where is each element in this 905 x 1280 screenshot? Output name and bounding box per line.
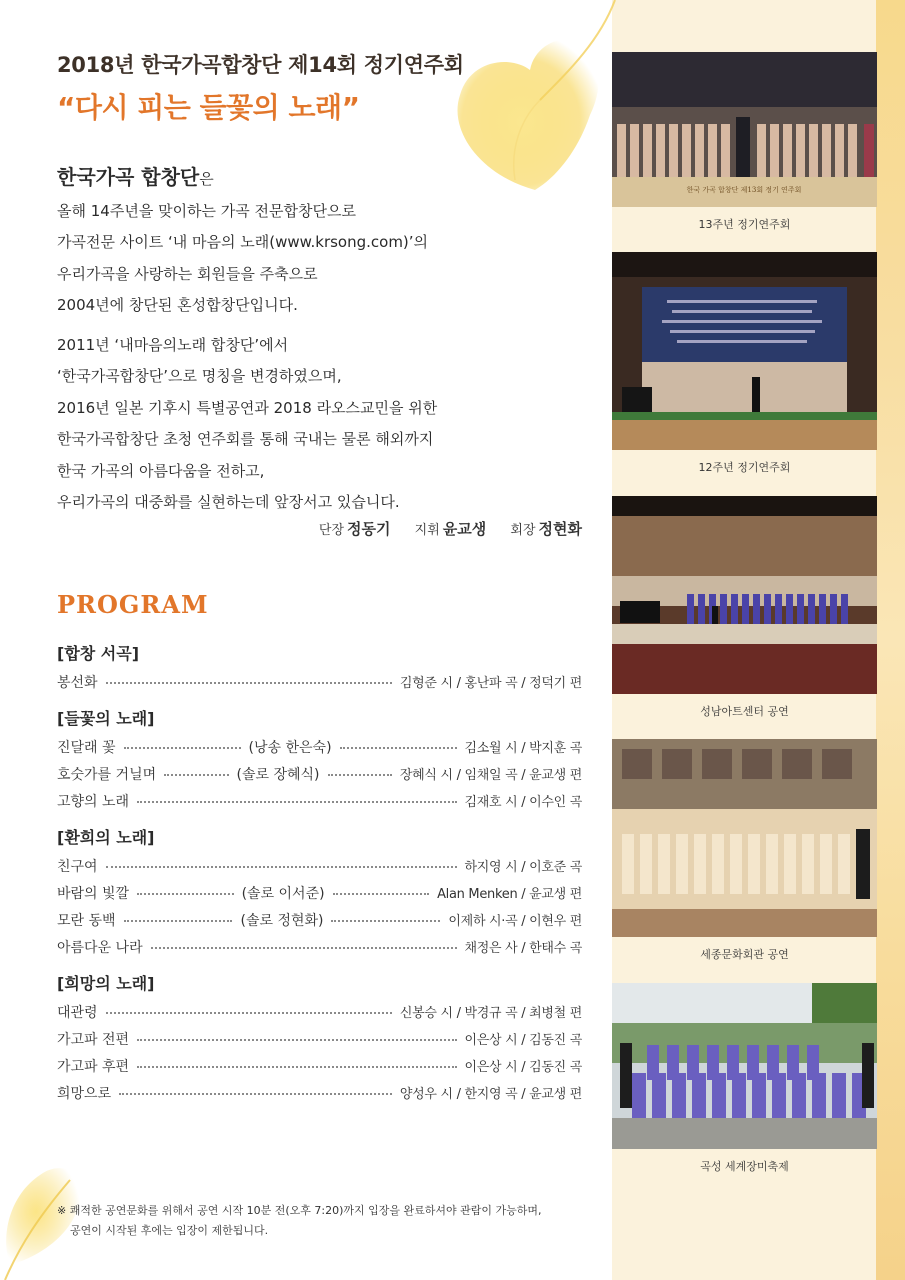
photo-caption: 곡성 세계장미축제 bbox=[700, 1160, 789, 1173]
notice-line: ※ 쾌적한 공연문화를 위해서 공연 시작 10분 전(오후 7:20)까지 입장을 완료하셔야 관람이 가능하며, bbox=[57, 1204, 542, 1217]
intro-line: 우리가곡을 사랑하는 회원들을 주축으로 bbox=[57, 264, 318, 283]
intro-line: 한국 가곡의 아름다움을 전하고, bbox=[57, 461, 265, 480]
photo-card bbox=[612, 252, 877, 475]
choir-introduction bbox=[57, 162, 597, 519]
program-list bbox=[57, 640, 582, 1106]
staff-name: 정현화 bbox=[538, 520, 582, 538]
piece-credit: 이제하 시·곡 / 이현우 편 bbox=[448, 914, 582, 929]
program-item bbox=[57, 1052, 582, 1079]
piece-soloist: (낭송 한은숙) bbox=[248, 739, 332, 756]
photo-caption: 성남아트센터 공연 bbox=[700, 705, 789, 718]
program-item bbox=[57, 760, 582, 787]
photo-card bbox=[612, 496, 877, 719]
program-item bbox=[57, 852, 582, 879]
staff-role: 지휘 bbox=[414, 523, 440, 538]
concert-photo-13th bbox=[612, 52, 877, 207]
piece-title: 바람의 빛깔 bbox=[57, 885, 130, 902]
staff-role: 회장 bbox=[510, 523, 536, 538]
photo-card bbox=[612, 739, 877, 962]
leader-dots bbox=[328, 774, 392, 776]
photo-card bbox=[612, 52, 877, 232]
program-section-title: [들꽃의 노래] bbox=[57, 709, 155, 728]
staff-name: 정동기 bbox=[347, 520, 391, 538]
leader-dots bbox=[340, 747, 457, 749]
concert-photo-seongnam bbox=[612, 496, 877, 694]
piece-title: 진달래 꽃 bbox=[57, 739, 116, 756]
choir-name-suffix: 은 bbox=[199, 170, 214, 188]
program-section-title: [환희의 노래] bbox=[57, 828, 155, 847]
piece-credit: 이은상 시 / 김동진 곡 bbox=[464, 1033, 582, 1048]
piece-title: 가고파 후편 bbox=[57, 1058, 130, 1075]
intro-line: 2011년 ‘내마음의노래 합창단’에서 bbox=[57, 335, 289, 354]
leader-dots bbox=[106, 866, 457, 868]
leader-dots bbox=[164, 774, 228, 776]
intro-line: 올해 14주년을 맞이하는 가곡 전문합창단으로 bbox=[57, 201, 356, 220]
piece-soloist: (솔로 정현화) bbox=[240, 912, 324, 929]
piece-credit: 김소월 시 / 박지훈 곡 bbox=[464, 741, 582, 756]
program-item bbox=[57, 1079, 582, 1106]
piece-credit: 김형준 시 / 홍난파 곡 / 정덕기 편 bbox=[399, 676, 582, 691]
piece-soloist: (솔로 이서준) bbox=[241, 885, 325, 902]
piece-title: 가고파 전편 bbox=[57, 1031, 130, 1048]
leader-dots bbox=[119, 1093, 392, 1095]
leader-dots bbox=[124, 920, 233, 922]
leader-dots bbox=[137, 1066, 456, 1068]
leader-dots bbox=[151, 947, 457, 949]
leader-dots bbox=[137, 893, 234, 895]
photo-caption: 12주년 정기연주회 bbox=[698, 461, 791, 474]
intro-line: 한국가곡합창단 초청 연주회를 통해 국내는 물론 해외까지 bbox=[57, 430, 434, 448]
concert-name: “다시 피는 들꽃의 노래” bbox=[57, 91, 360, 124]
photo-caption: 세종문화회관 공연 bbox=[700, 948, 789, 961]
program-item bbox=[57, 933, 582, 960]
intro-heading-line bbox=[57, 162, 597, 196]
program-item bbox=[57, 668, 582, 695]
notice-line: 공연이 시작된 후에는 입장이 제한됩니다. bbox=[70, 1224, 269, 1237]
intro-line: 2016년 일본 기후시 특별공연과 2018 라오스교민을 위한 bbox=[57, 398, 438, 417]
staff-credits bbox=[57, 518, 582, 539]
concert-photo-sejong bbox=[612, 739, 877, 937]
piece-soloist: (솔로 장혜식) bbox=[236, 766, 320, 783]
photo-card bbox=[612, 983, 877, 1174]
piece-credit: 채정은 사 / 한태수 곡 bbox=[464, 941, 582, 956]
piece-credit: 김재호 시 / 이수인 곡 bbox=[464, 795, 582, 810]
staff-role: 단장 bbox=[318, 523, 345, 538]
piece-title: 고향의 노래 bbox=[57, 793, 130, 810]
choir-name: 한국가곡 합창단 bbox=[57, 165, 200, 189]
program-item bbox=[57, 733, 582, 760]
photo-banner-text: 한국 가곡 합창단 제13회 정기 연주회 bbox=[686, 186, 802, 194]
program-section-title: [희망의 노래] bbox=[57, 974, 155, 993]
program-heading: PROGRAM bbox=[57, 590, 209, 619]
piece-credit: Alan Menken / 윤교생 편 bbox=[437, 887, 582, 902]
admission-notice bbox=[57, 1201, 542, 1241]
piece-credit: 하지영 시 / 이호준 곡 bbox=[464, 860, 582, 875]
leader-dots bbox=[333, 893, 430, 895]
concert-photo-gokseong bbox=[612, 983, 877, 1149]
piece-title: 친구여 bbox=[57, 858, 98, 875]
piece-title: 봉선화 bbox=[57, 674, 98, 691]
piece-title: 모란 동백 bbox=[57, 912, 116, 929]
program-item bbox=[57, 787, 582, 814]
piece-title: 희망으로 bbox=[57, 1085, 112, 1102]
leader-dots bbox=[106, 682, 392, 684]
leader-dots bbox=[106, 1012, 392, 1014]
piece-credit: 신봉승 시 / 박경규 곡 / 최병철 편 bbox=[399, 1006, 582, 1021]
program-section-title: [합창 서곡] bbox=[57, 644, 140, 663]
leader-dots bbox=[137, 801, 456, 803]
piece-title: 대관령 bbox=[57, 1004, 98, 1021]
piece-credit: 양성우 시 / 한지영 곡 / 윤교생 편 bbox=[399, 1087, 582, 1102]
leader-dots bbox=[331, 920, 440, 922]
piece-credit: 이은상 시 / 김동진 곡 bbox=[464, 1060, 582, 1075]
event-title: 2018년 한국가곡합창단 제14회 정기연주회 bbox=[57, 53, 464, 77]
program-item bbox=[57, 906, 582, 933]
intro-line: 2004년에 창단된 혼성합창단입니다. bbox=[57, 296, 298, 314]
photo-caption: 13주년 정기연주회 bbox=[698, 218, 791, 231]
program-item bbox=[57, 879, 582, 906]
leader-dots bbox=[137, 1039, 456, 1041]
piece-credit: 장혜식 시 / 임채일 곡 / 윤교생 편 bbox=[399, 768, 582, 783]
gold-edge-strip bbox=[876, 0, 905, 1280]
piece-title: 아름다운 나라 bbox=[57, 939, 143, 956]
program-item bbox=[57, 1025, 582, 1052]
intro-line: 가곡전문 사이트 ‘내 마음의 노래(www.krsong.com)’의 bbox=[57, 233, 429, 251]
concert-photo-12th bbox=[612, 252, 877, 450]
piece-title: 호숫가를 거닐며 bbox=[57, 766, 157, 783]
program-item bbox=[57, 998, 582, 1025]
intro-line: ‘한국가곡합창단’으로 명칭을 변경하였으며, bbox=[57, 367, 342, 385]
leader-dots bbox=[124, 747, 241, 749]
intro-line: 우리가곡의 대중화를 실현하는데 앞장서고 있습니다. bbox=[57, 493, 400, 511]
staff-name: 윤교생 bbox=[442, 520, 487, 538]
